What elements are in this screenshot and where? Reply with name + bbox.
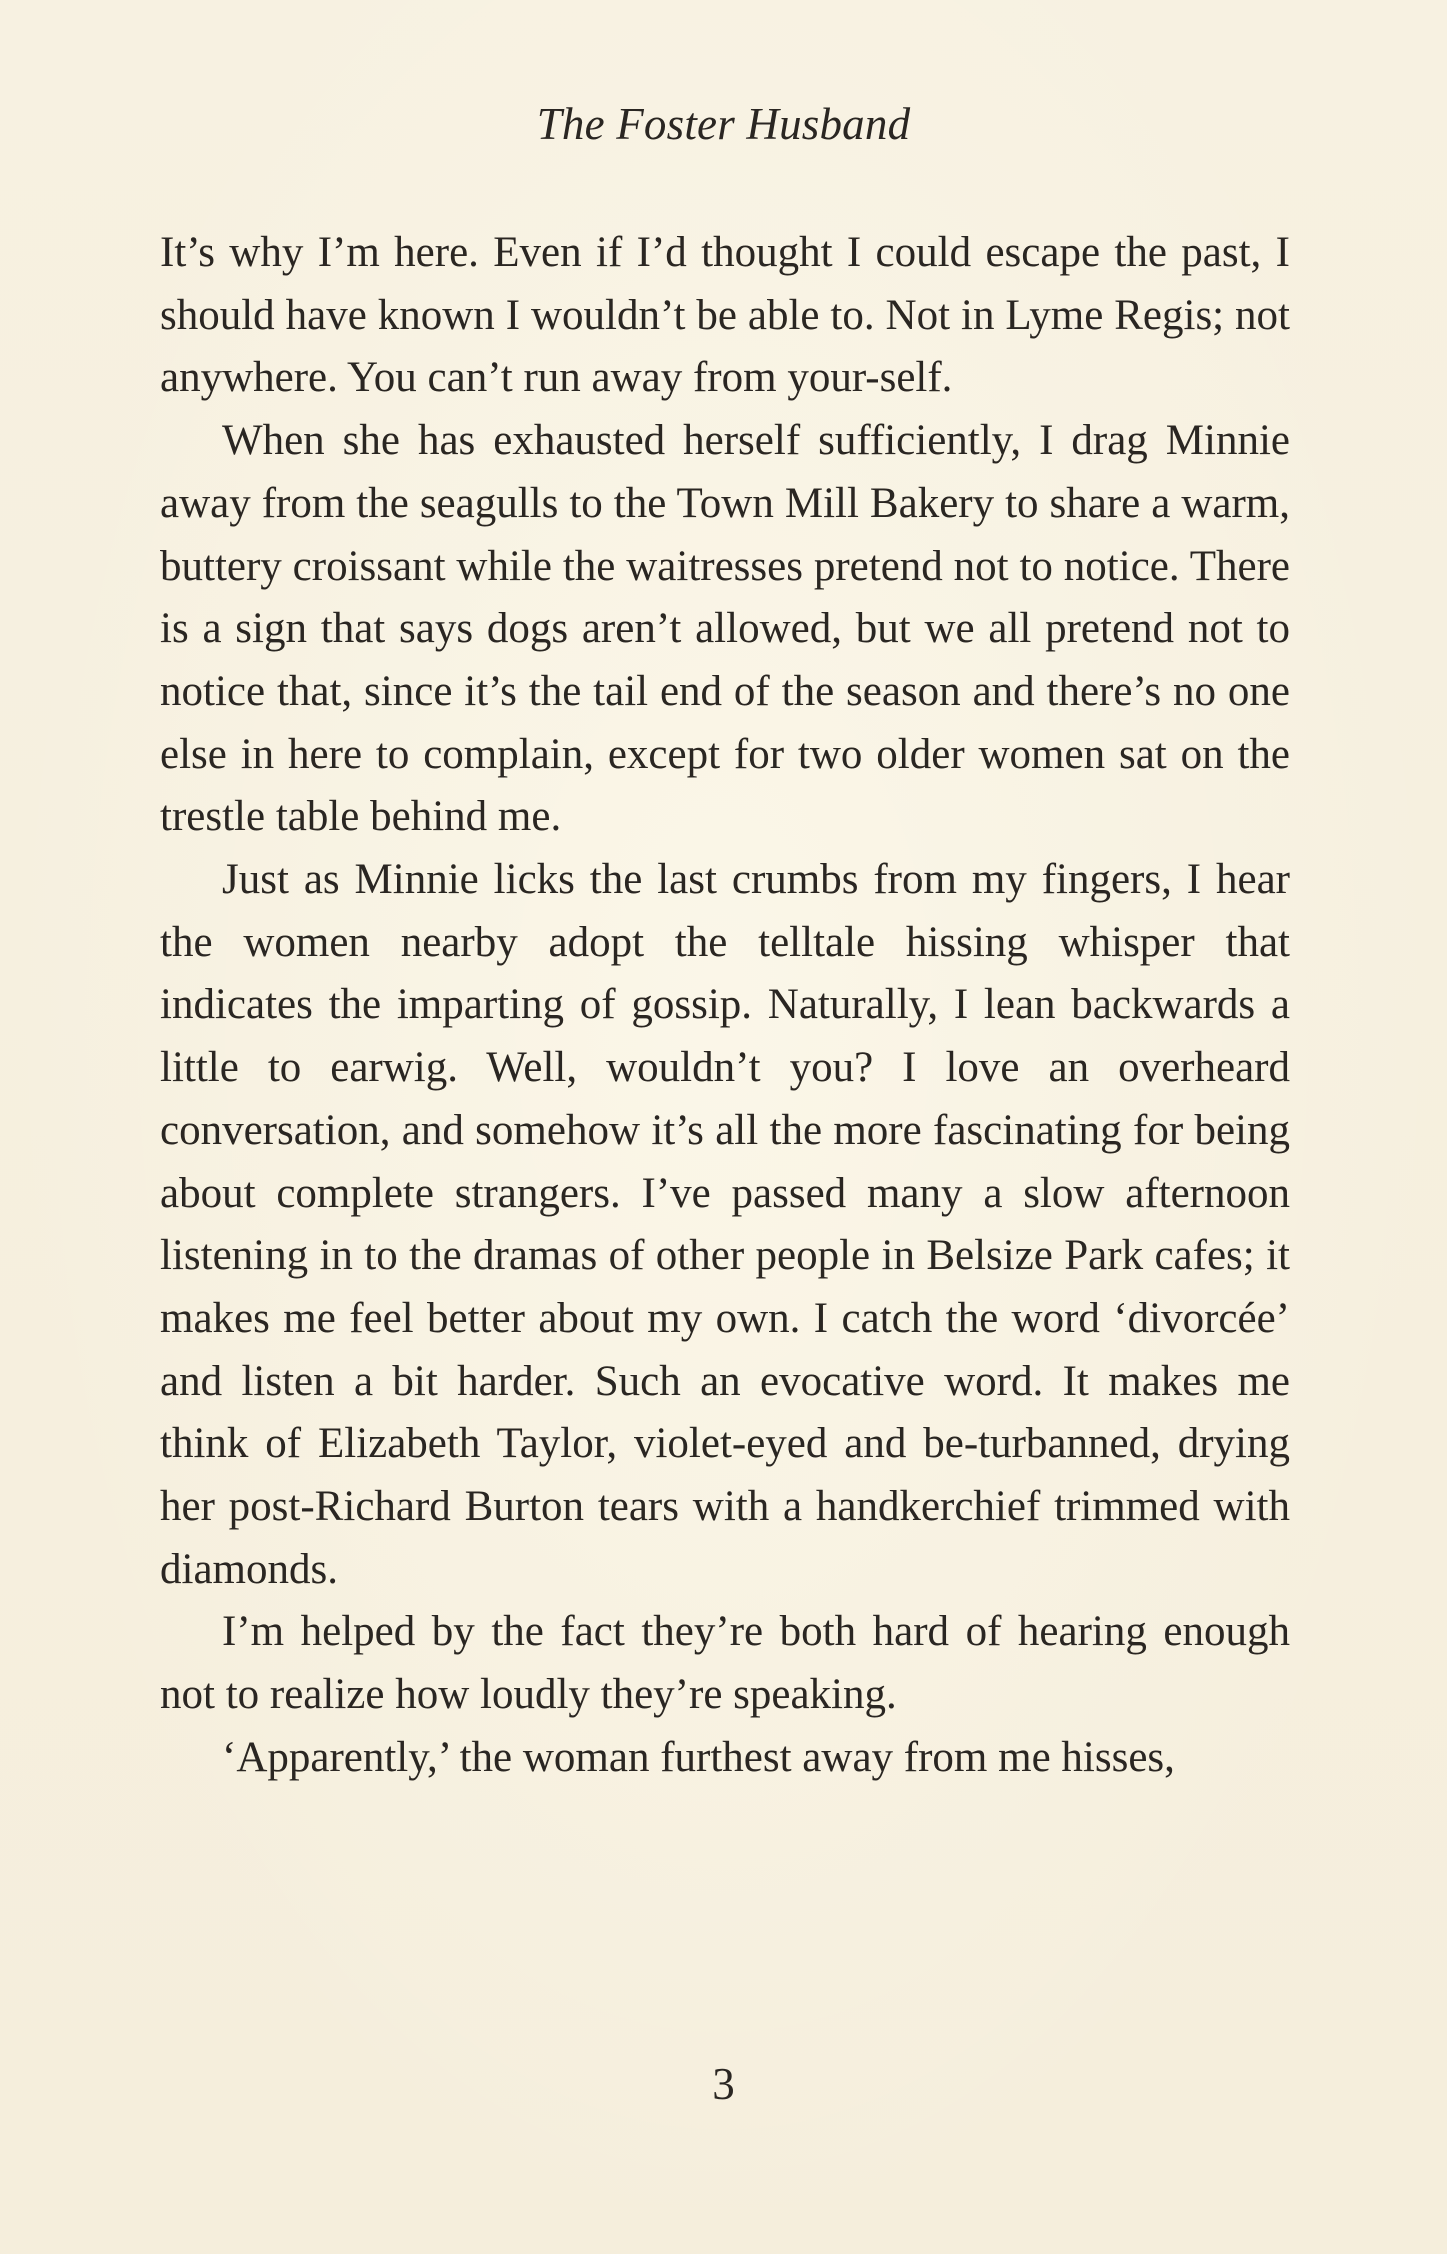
running-header: The Foster Husband bbox=[536, 99, 911, 149]
paragraph: When she has exhausted herself sufficiently, I drag Minnie away from the seagulls to the Town Mill Bakery to share a warm, buttery croissant while the waitresses pretend not to notice. There is a sign that says dogs aren’t allowed, but we all pretend not to notice that, since it’s the tail end of the season and there’s no one else in here to complain, except for two older women sat on the trestle table behind me. bbox=[160, 417, 1290, 841]
body-text bbox=[160, 222, 1290, 1790]
page-number: 3 bbox=[712, 2059, 735, 2109]
paragraph: Just as Minnie licks the last crumbs from my fingers, I hear the women nearby adopt the telltale hissing whisper that indicates the imparting of gossip. Naturally, I lean backwards a little to earwig. Well, wouldn’t you? I love an overheard conversation, and somehow it’s all the more fascinating for being about complete strangers. I’ve passed many a slow afternoon listening in to the dramas of other people in Belsize Park cafes; it makes me feel better about my own. I catch the word ‘divorcée’ and listen a bit harder. Such an evocative word. It makes me think of Elizabeth Taylor, violet-eyed and be-turbanned, drying her post-Richard Burton tears with a handkerchief trimmed with diamonds. bbox=[160, 856, 1290, 1593]
paragraph: I’m helped by the fact they’re both hard of hearing enough not to realize how loudly they’re speaking. bbox=[160, 1608, 1290, 1719]
paragraph: It’s why I’m here. Even if I’d thought I could escape the past, I should have known I wouldn’t be able to. Not in Lyme Regis; not anywhere. You can’t run away from your-self. bbox=[160, 229, 1290, 402]
paragraph: ‘Apparently,’ the woman furthest away from me hisses, bbox=[222, 1733, 1175, 1781]
